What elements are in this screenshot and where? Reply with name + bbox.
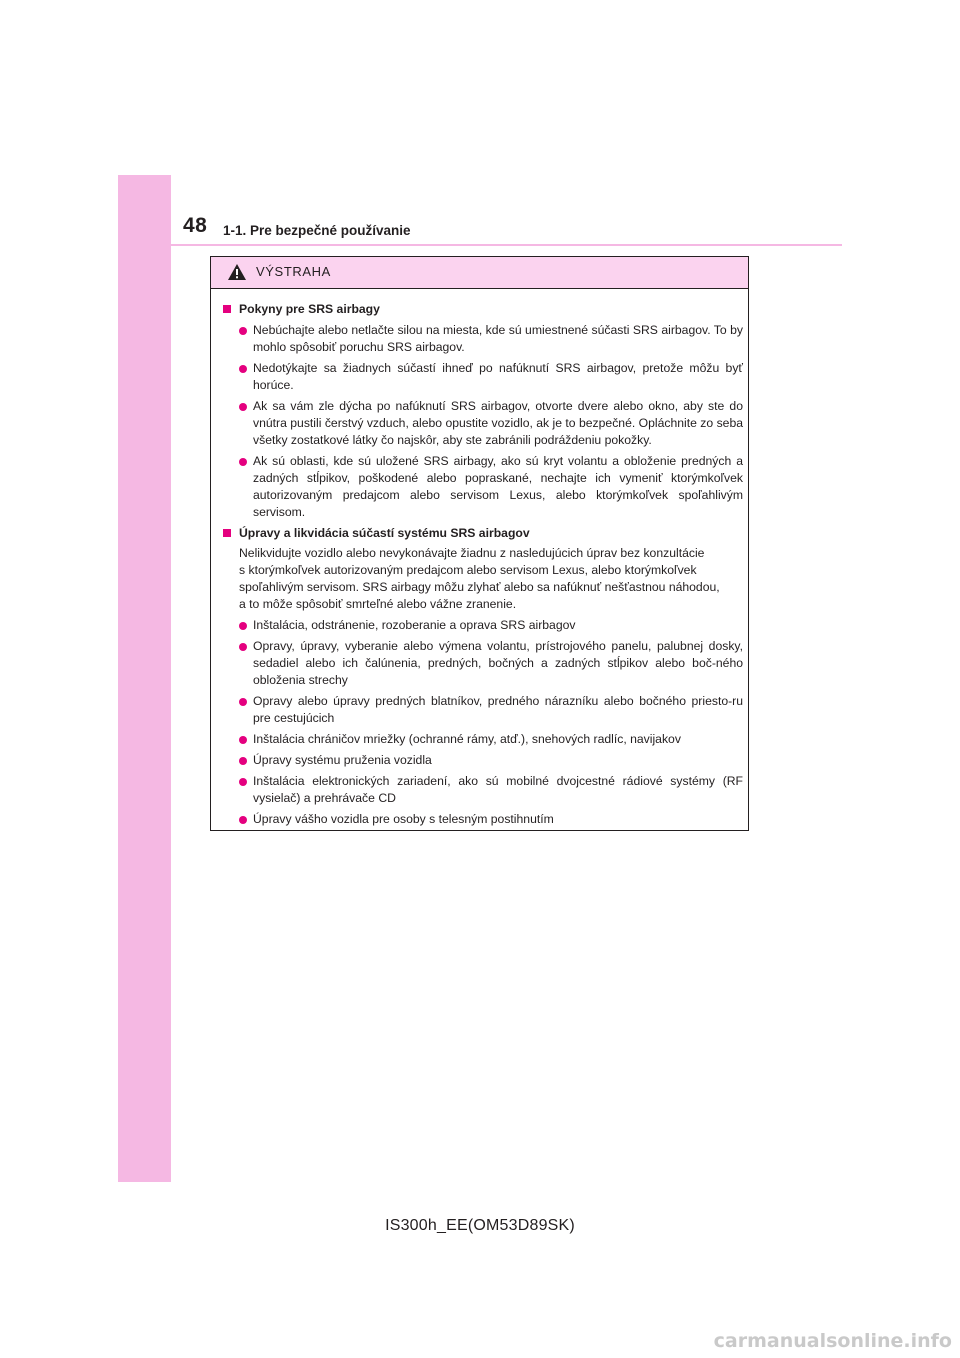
model-code: IS300h_EE(OM53D89SK) xyxy=(385,1217,575,1234)
list-item-text: Úpravy vášho vozidla pre osoby s telesným postihnutím xyxy=(253,812,554,826)
bullet-dot-icon xyxy=(239,757,247,765)
warning-box xyxy=(210,256,749,831)
list-item-text: Nebúchajte alebo netlačte silou na miesta, kde sú umiestnené súčasti SRS airbagov. To by mohlo spôsobiť poruchu SRS airbagov. xyxy=(253,323,743,354)
side-band xyxy=(118,175,171,1182)
warning-title: VÝSTRAHA xyxy=(256,264,331,279)
list-item xyxy=(222,453,743,521)
watermark[interactable]: carmanualsonline.info xyxy=(713,1330,952,1352)
warning-triangle-icon xyxy=(228,264,246,280)
bullet-dot-icon xyxy=(239,622,247,630)
list-item-text: Úpravy systému pruženia vozidla xyxy=(253,753,432,767)
topic-heading xyxy=(222,525,743,542)
list-item-text: Inštalácia chráničov mriežky (ochranné rámy, atď.), snehových radlíc, navijakov xyxy=(253,732,681,746)
section-title: 1-1. Pre bezpečné používanie xyxy=(223,223,411,238)
list-item xyxy=(222,617,743,634)
list-item xyxy=(222,322,743,356)
topic-title: Úpravy a likvidácia súčastí systému SRS airbagov xyxy=(239,526,530,540)
bullet-dot-icon xyxy=(239,736,247,744)
bullet-dot-icon xyxy=(239,365,247,373)
warning-body xyxy=(211,289,748,828)
topic-heading xyxy=(222,301,743,318)
list-item xyxy=(222,398,743,449)
bullet-dot-icon xyxy=(239,458,247,466)
list-item xyxy=(222,360,743,394)
warning-header xyxy=(211,257,748,289)
list-item-text: Inštalácia elektronických zariadení, ako sú mobilné dvojcestné rádiové systémy (RF vysielač) a prehrávače CD xyxy=(253,774,743,805)
header-rule xyxy=(171,244,842,246)
paragraph-line: a to môže spôsobiť smrteľné alebo vážne zranenie. xyxy=(239,597,517,611)
list-item-text: Ak sú oblasti, kde sú uložené SRS airbagy, ako sú kryt volantu a obloženie predných a zadných stĺpikov, poškodené alebo popraskané, nechajte ich vymeniť ktorýmkoľvek autorizovaným predajcom alebo servisom Lexus, alebo ktorýmkoľvek spoľahlivým servisom. xyxy=(253,454,743,519)
page-number: 48 xyxy=(183,214,208,237)
paragraph-line: spoľahlivým servisom. SRS airbagy môžu zlyhať alebo sa nafúknuť nešťastnou náhodou, xyxy=(239,580,720,594)
bullet-dot-icon xyxy=(239,643,247,651)
bullet-dot-icon xyxy=(239,816,247,824)
topic-paragraph xyxy=(222,545,743,613)
bullet-dot-icon xyxy=(239,403,247,411)
square-bullet-icon xyxy=(223,529,231,537)
bullet-dot-icon xyxy=(239,698,247,706)
list-item-text: Opravy alebo úpravy predných blatníkov, predného nárazníku alebo bočného priesto-ru pre cestujúcich xyxy=(253,694,743,725)
list-item xyxy=(222,773,743,807)
square-bullet-icon xyxy=(223,305,231,313)
list-item xyxy=(222,638,743,689)
bullet-dot-icon xyxy=(239,778,247,786)
bullet-dot-icon xyxy=(239,327,247,335)
list-item xyxy=(222,811,743,828)
topic-title: Pokyny pre SRS airbagy xyxy=(239,302,380,316)
list-item xyxy=(222,693,743,727)
list-item-text: Inštalácia, odstránenie, rozoberanie a oprava SRS airbagov xyxy=(253,618,576,632)
list-item-text: Nedotýkajte sa žiadnych súčastí ihneď po nafúknutí SRS airbagov, pretože môžu byť horúce. xyxy=(253,361,743,392)
paragraph-line: s ktorýmkoľvek autorizovaným predajcom alebo servisom Lexus, alebo ktorýmkoľvek xyxy=(239,563,697,577)
list-item-text: Ak sa vám zle dýcha po nafúknutí SRS airbagov, otvorte dvere alebo okno, aby ste do vnútra pustili čerstvý vzduch, alebo opustite vozidlo, ak je to bezpečné. Opláchnite zo seba všetky zostatkové látky čo najskôr, aby ste zabránili podráždeniu pokožky. xyxy=(253,399,743,447)
paragraph-line: Nelikvidujte vozidlo alebo nevykonávajte žiadnu z nasledujúcich úprav bez konzultácie xyxy=(239,546,705,560)
list-item xyxy=(222,731,743,748)
list-item-text: Opravy, úpravy, vyberanie alebo výmena volantu, prístrojového panelu, palubnej dosky, sedadiel alebo ich čalúnenia, predných, bočných a zadných stĺpikov alebo boč-ného obloženia strechy xyxy=(253,639,743,687)
list-item xyxy=(222,752,743,769)
